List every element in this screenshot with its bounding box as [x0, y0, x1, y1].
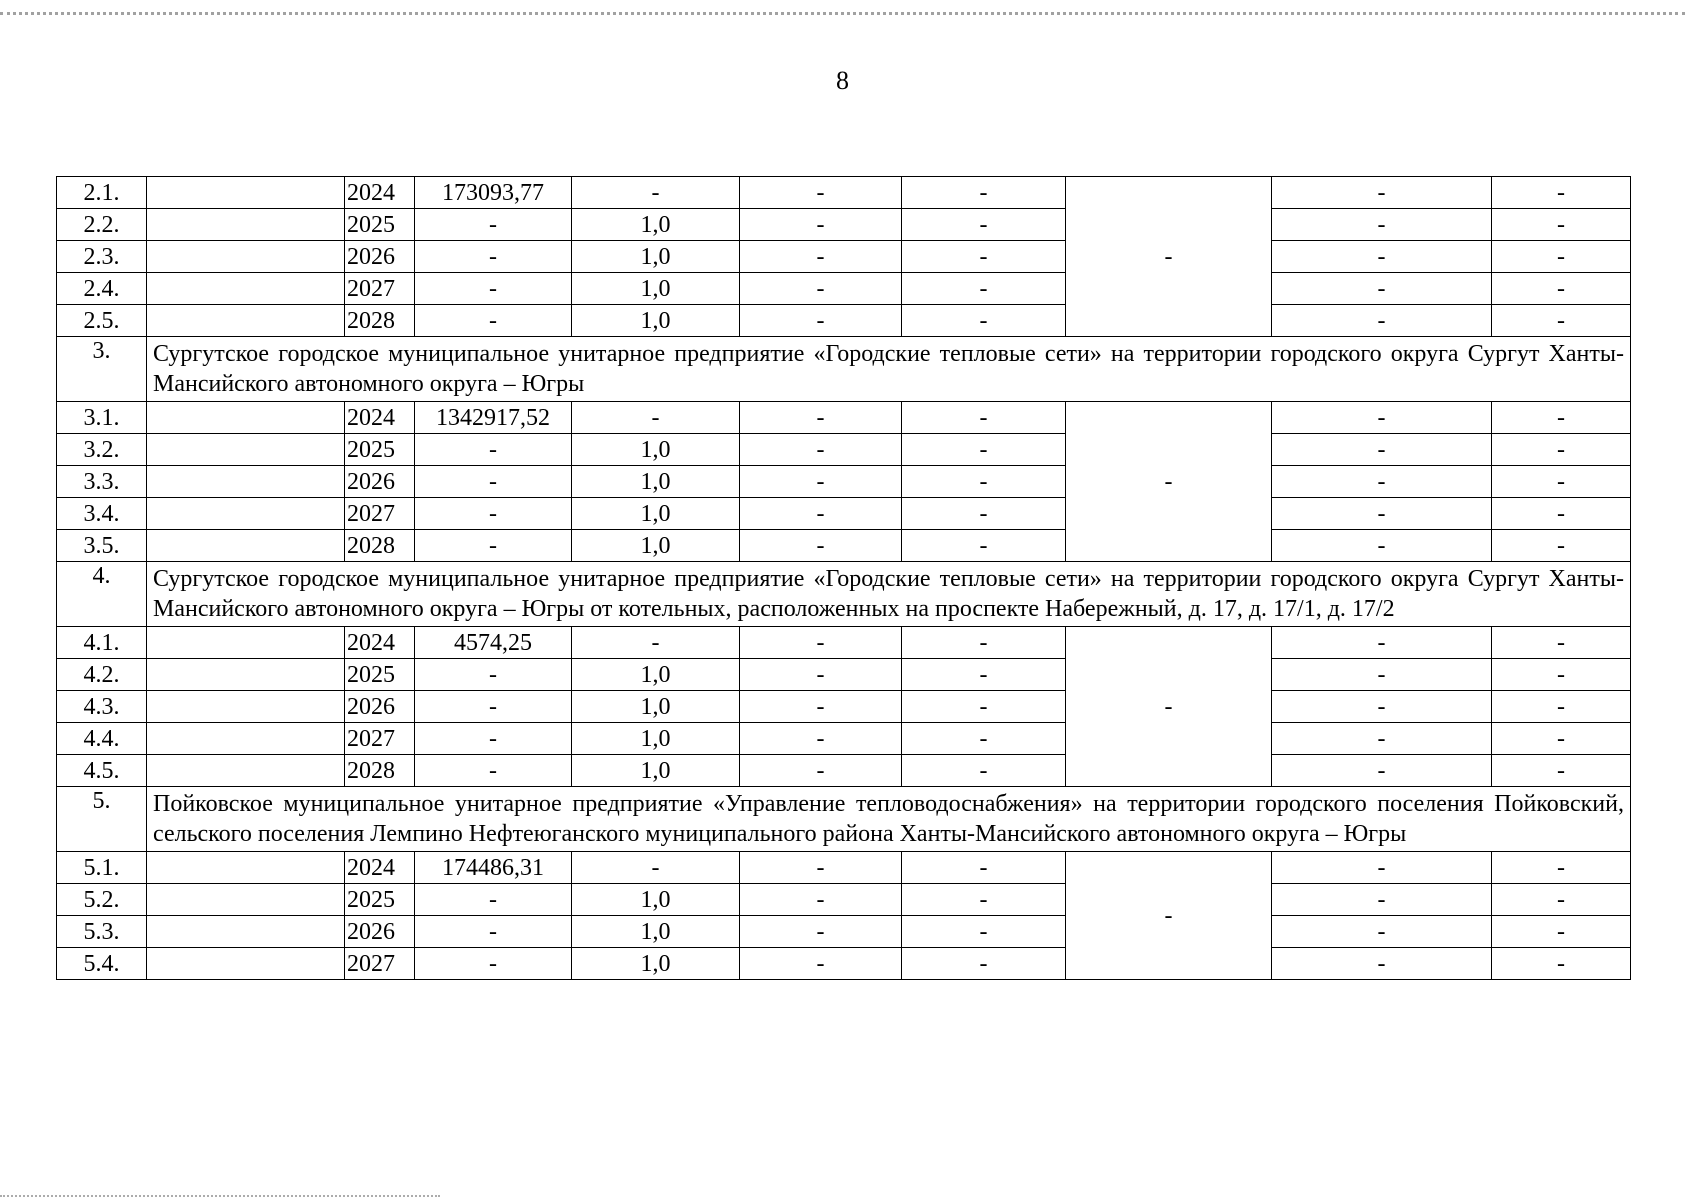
row-number: 5.1. — [57, 852, 147, 884]
row-number: 3.1. — [57, 402, 147, 434]
row-col10: - — [1492, 498, 1631, 530]
row-number: 5.3. — [57, 916, 147, 948]
row-col6: - — [740, 273, 902, 305]
table-row — [57, 305, 1631, 337]
table-row — [57, 241, 1631, 273]
row-name-cell — [147, 402, 345, 434]
row-value: - — [415, 466, 572, 498]
row-number: 3.5. — [57, 530, 147, 562]
row-number: 3.4. — [57, 498, 147, 530]
table-row — [57, 209, 1631, 241]
row-col5: 1,0 — [572, 305, 740, 337]
row-col5: - — [572, 627, 740, 659]
row-value: - — [415, 305, 572, 337]
row-number: 5.4. — [57, 948, 147, 980]
table-row — [57, 434, 1631, 466]
tariff-table — [56, 176, 1631, 980]
row-value: - — [415, 723, 572, 755]
row-name-cell — [147, 434, 345, 466]
row-col6: - — [740, 305, 902, 337]
row-col5: 1,0 — [572, 530, 740, 562]
row-value: 174486,31 — [415, 852, 572, 884]
row-number: 4.1. — [57, 627, 147, 659]
row-col9: - — [1272, 273, 1492, 305]
row-value: 1342917,52 — [415, 402, 572, 434]
row-name-cell — [147, 177, 345, 209]
row-year: 2028 — [345, 305, 415, 337]
row-col7: - — [902, 434, 1066, 466]
row-col6: - — [740, 755, 902, 787]
row-col9: - — [1272, 402, 1492, 434]
row-col7: - — [902, 755, 1066, 787]
row-number: 2.1. — [57, 177, 147, 209]
row-name-cell — [147, 273, 345, 305]
row-year: 2025 — [345, 209, 415, 241]
table-row — [57, 177, 1631, 209]
row-col10: - — [1492, 948, 1631, 980]
row-value: - — [415, 530, 572, 562]
row-col6: - — [740, 916, 902, 948]
row-number: 4.4. — [57, 723, 147, 755]
row-value: - — [415, 498, 572, 530]
row-number: 4.5. — [57, 755, 147, 787]
merged-dash-cell: - — [1066, 402, 1272, 562]
row-name-cell — [147, 659, 345, 691]
row-col9: - — [1272, 884, 1492, 916]
row-col7: - — [902, 498, 1066, 530]
row-col6: - — [740, 884, 902, 916]
table-row — [57, 659, 1631, 691]
row-value: - — [415, 434, 572, 466]
row-col10: - — [1492, 402, 1631, 434]
row-name-cell — [147, 723, 345, 755]
row-col10: - — [1492, 916, 1631, 948]
row-value: - — [415, 209, 572, 241]
row-col5: 1,0 — [572, 755, 740, 787]
row-col9: - — [1272, 852, 1492, 884]
row-name-cell — [147, 241, 345, 273]
row-col9: - — [1272, 305, 1492, 337]
row-year: 2025 — [345, 884, 415, 916]
scan-artifact-bottom — [0, 1195, 440, 1197]
row-col10: - — [1492, 723, 1631, 755]
table-row — [57, 498, 1631, 530]
table-row — [57, 948, 1631, 980]
row-col6: - — [740, 241, 902, 273]
row-col7: - — [902, 241, 1066, 273]
section-title: Сургутское городское муниципальное унитарное предприятие «Городские тепловые сети» на территории городского округа Сургут Ханты-Мансийского автономного округа – Югры — [147, 337, 1631, 402]
row-name-cell — [147, 852, 345, 884]
row-col7: - — [902, 852, 1066, 884]
row-col10: - — [1492, 627, 1631, 659]
row-number: 4.3. — [57, 691, 147, 723]
row-name-cell — [147, 498, 345, 530]
row-year: 2024 — [345, 177, 415, 209]
table-row — [57, 627, 1631, 659]
row-col9: - — [1272, 498, 1492, 530]
table-row — [57, 402, 1631, 434]
row-col6: - — [740, 466, 902, 498]
row-year: 2027 — [345, 948, 415, 980]
row-value: - — [415, 884, 572, 916]
row-col10: - — [1492, 530, 1631, 562]
row-name-cell — [147, 627, 345, 659]
table-row — [57, 273, 1631, 305]
section-header-row — [57, 562, 1631, 627]
row-col5: 1,0 — [572, 273, 740, 305]
row-col10: - — [1492, 691, 1631, 723]
row-col9: - — [1272, 659, 1492, 691]
section-header-row — [57, 787, 1631, 852]
row-year: 2024 — [345, 402, 415, 434]
row-col10: - — [1492, 273, 1631, 305]
scan-artifact-top — [0, 12, 1685, 15]
table-row — [57, 691, 1631, 723]
table-row — [57, 755, 1631, 787]
row-value: - — [415, 273, 572, 305]
section-header-row — [57, 337, 1631, 402]
row-col5: - — [572, 852, 740, 884]
merged-dash-cell: - — [1066, 177, 1272, 337]
row-col7: - — [902, 305, 1066, 337]
row-col7: - — [902, 466, 1066, 498]
merged-dash-cell: - — [1066, 627, 1272, 787]
row-col7: - — [902, 916, 1066, 948]
row-col6: - — [740, 948, 902, 980]
row-name-cell — [147, 530, 345, 562]
row-value: - — [415, 755, 572, 787]
row-year: 2028 — [345, 755, 415, 787]
row-col10: - — [1492, 852, 1631, 884]
row-col5: - — [572, 402, 740, 434]
row-col7: - — [902, 402, 1066, 434]
row-number: 3.2. — [57, 434, 147, 466]
row-year: 2026 — [345, 466, 415, 498]
row-col9: - — [1272, 530, 1492, 562]
row-year: 2027 — [345, 273, 415, 305]
row-col7: - — [902, 177, 1066, 209]
row-col10: - — [1492, 434, 1631, 466]
row-col9: - — [1272, 434, 1492, 466]
row-col10: - — [1492, 755, 1631, 787]
row-value: - — [415, 916, 572, 948]
row-year: 2026 — [345, 691, 415, 723]
page-number: 8 — [836, 66, 849, 95]
row-year: 2024 — [345, 627, 415, 659]
row-col6: - — [740, 627, 902, 659]
row-value: 4574,25 — [415, 627, 572, 659]
row-number: 2.2. — [57, 209, 147, 241]
row-col5: 1,0 — [572, 434, 740, 466]
row-year: 2026 — [345, 241, 415, 273]
row-col7: - — [902, 627, 1066, 659]
row-col9: - — [1272, 466, 1492, 498]
row-col5: 1,0 — [572, 691, 740, 723]
section-title: Пойковское муниципальное унитарное предприятие «Управление тепловодоснабжения» на территории городского поселения Пойковский, сельского поселения Лемпино Нефтеюганского муниципального района Ханты-Мансийского автономного округа – Югры — [147, 787, 1631, 852]
row-col9: - — [1272, 755, 1492, 787]
row-year: 2028 — [345, 530, 415, 562]
row-col6: - — [740, 498, 902, 530]
row-col5: 1,0 — [572, 723, 740, 755]
row-col7: - — [902, 659, 1066, 691]
row-col7: - — [902, 884, 1066, 916]
row-col10: - — [1492, 177, 1631, 209]
row-year: 2025 — [345, 434, 415, 466]
row-col9: - — [1272, 916, 1492, 948]
row-col9: - — [1272, 723, 1492, 755]
row-number: 4.2. — [57, 659, 147, 691]
table-row — [57, 466, 1631, 498]
table-row — [57, 530, 1631, 562]
row-col9: - — [1272, 177, 1492, 209]
row-col9: - — [1272, 209, 1492, 241]
section-number: 4. — [57, 562, 147, 627]
row-col6: - — [740, 177, 902, 209]
table-row — [57, 723, 1631, 755]
section-number: 5. — [57, 787, 147, 852]
row-number: 3.3. — [57, 466, 147, 498]
table-row — [57, 852, 1631, 884]
row-col5: 1,0 — [572, 209, 740, 241]
section-title: Сургутское городское муниципальное унитарное предприятие «Городские тепловые сети» на территории городского округа Сургут Ханты-Мансийского автономного округа – Югры от котельных, расположенных на проспекте Набережный, д. 17, д. 17/1, д. 17/2 — [147, 562, 1631, 627]
row-col5: 1,0 — [572, 884, 740, 916]
row-col7: - — [902, 691, 1066, 723]
row-col9: - — [1272, 948, 1492, 980]
row-value: - — [415, 691, 572, 723]
row-col5: 1,0 — [572, 466, 740, 498]
row-col7: - — [902, 948, 1066, 980]
row-name-cell — [147, 916, 345, 948]
row-col5: - — [572, 177, 740, 209]
row-col6: - — [740, 402, 902, 434]
row-col9: - — [1272, 691, 1492, 723]
row-col10: - — [1492, 305, 1631, 337]
row-name-cell — [147, 755, 345, 787]
row-number: 5.2. — [57, 884, 147, 916]
row-col6: - — [740, 434, 902, 466]
row-value: - — [415, 241, 572, 273]
row-col6: - — [740, 691, 902, 723]
row-col10: - — [1492, 466, 1631, 498]
row-col5: 1,0 — [572, 498, 740, 530]
row-col5: 1,0 — [572, 948, 740, 980]
row-col9: - — [1272, 627, 1492, 659]
row-col10: - — [1492, 884, 1631, 916]
row-year: 2026 — [345, 916, 415, 948]
merged-dash-cell: - — [1066, 852, 1272, 980]
row-year: 2024 — [345, 852, 415, 884]
row-col7: - — [902, 273, 1066, 305]
row-year: 2025 — [345, 659, 415, 691]
table-row — [57, 916, 1631, 948]
row-value: - — [415, 659, 572, 691]
row-name-cell — [147, 691, 345, 723]
row-name-cell — [147, 466, 345, 498]
table-body — [57, 177, 1631, 980]
row-col6: - — [740, 723, 902, 755]
row-year: 2027 — [345, 723, 415, 755]
row-col5: 1,0 — [572, 241, 740, 273]
row-number: 2.3. — [57, 241, 147, 273]
row-col10: - — [1492, 209, 1631, 241]
row-name-cell — [147, 209, 345, 241]
section-number: 3. — [57, 337, 147, 402]
row-col10: - — [1492, 659, 1631, 691]
row-number: 2.4. — [57, 273, 147, 305]
row-name-cell — [147, 948, 345, 980]
table-row — [57, 884, 1631, 916]
row-value: 173093,77 — [415, 177, 572, 209]
row-col7: - — [902, 723, 1066, 755]
row-col9: - — [1272, 241, 1492, 273]
row-number: 2.5. — [57, 305, 147, 337]
row-col10: - — [1492, 241, 1631, 273]
row-year: 2027 — [345, 498, 415, 530]
row-name-cell — [147, 884, 345, 916]
row-col6: - — [740, 659, 902, 691]
row-col6: - — [740, 530, 902, 562]
row-col7: - — [902, 530, 1066, 562]
row-col5: 1,0 — [572, 659, 740, 691]
row-col6: - — [740, 209, 902, 241]
row-col6: - — [740, 852, 902, 884]
row-value: - — [415, 948, 572, 980]
row-col5: 1,0 — [572, 916, 740, 948]
row-name-cell — [147, 305, 345, 337]
row-col7: - — [902, 209, 1066, 241]
